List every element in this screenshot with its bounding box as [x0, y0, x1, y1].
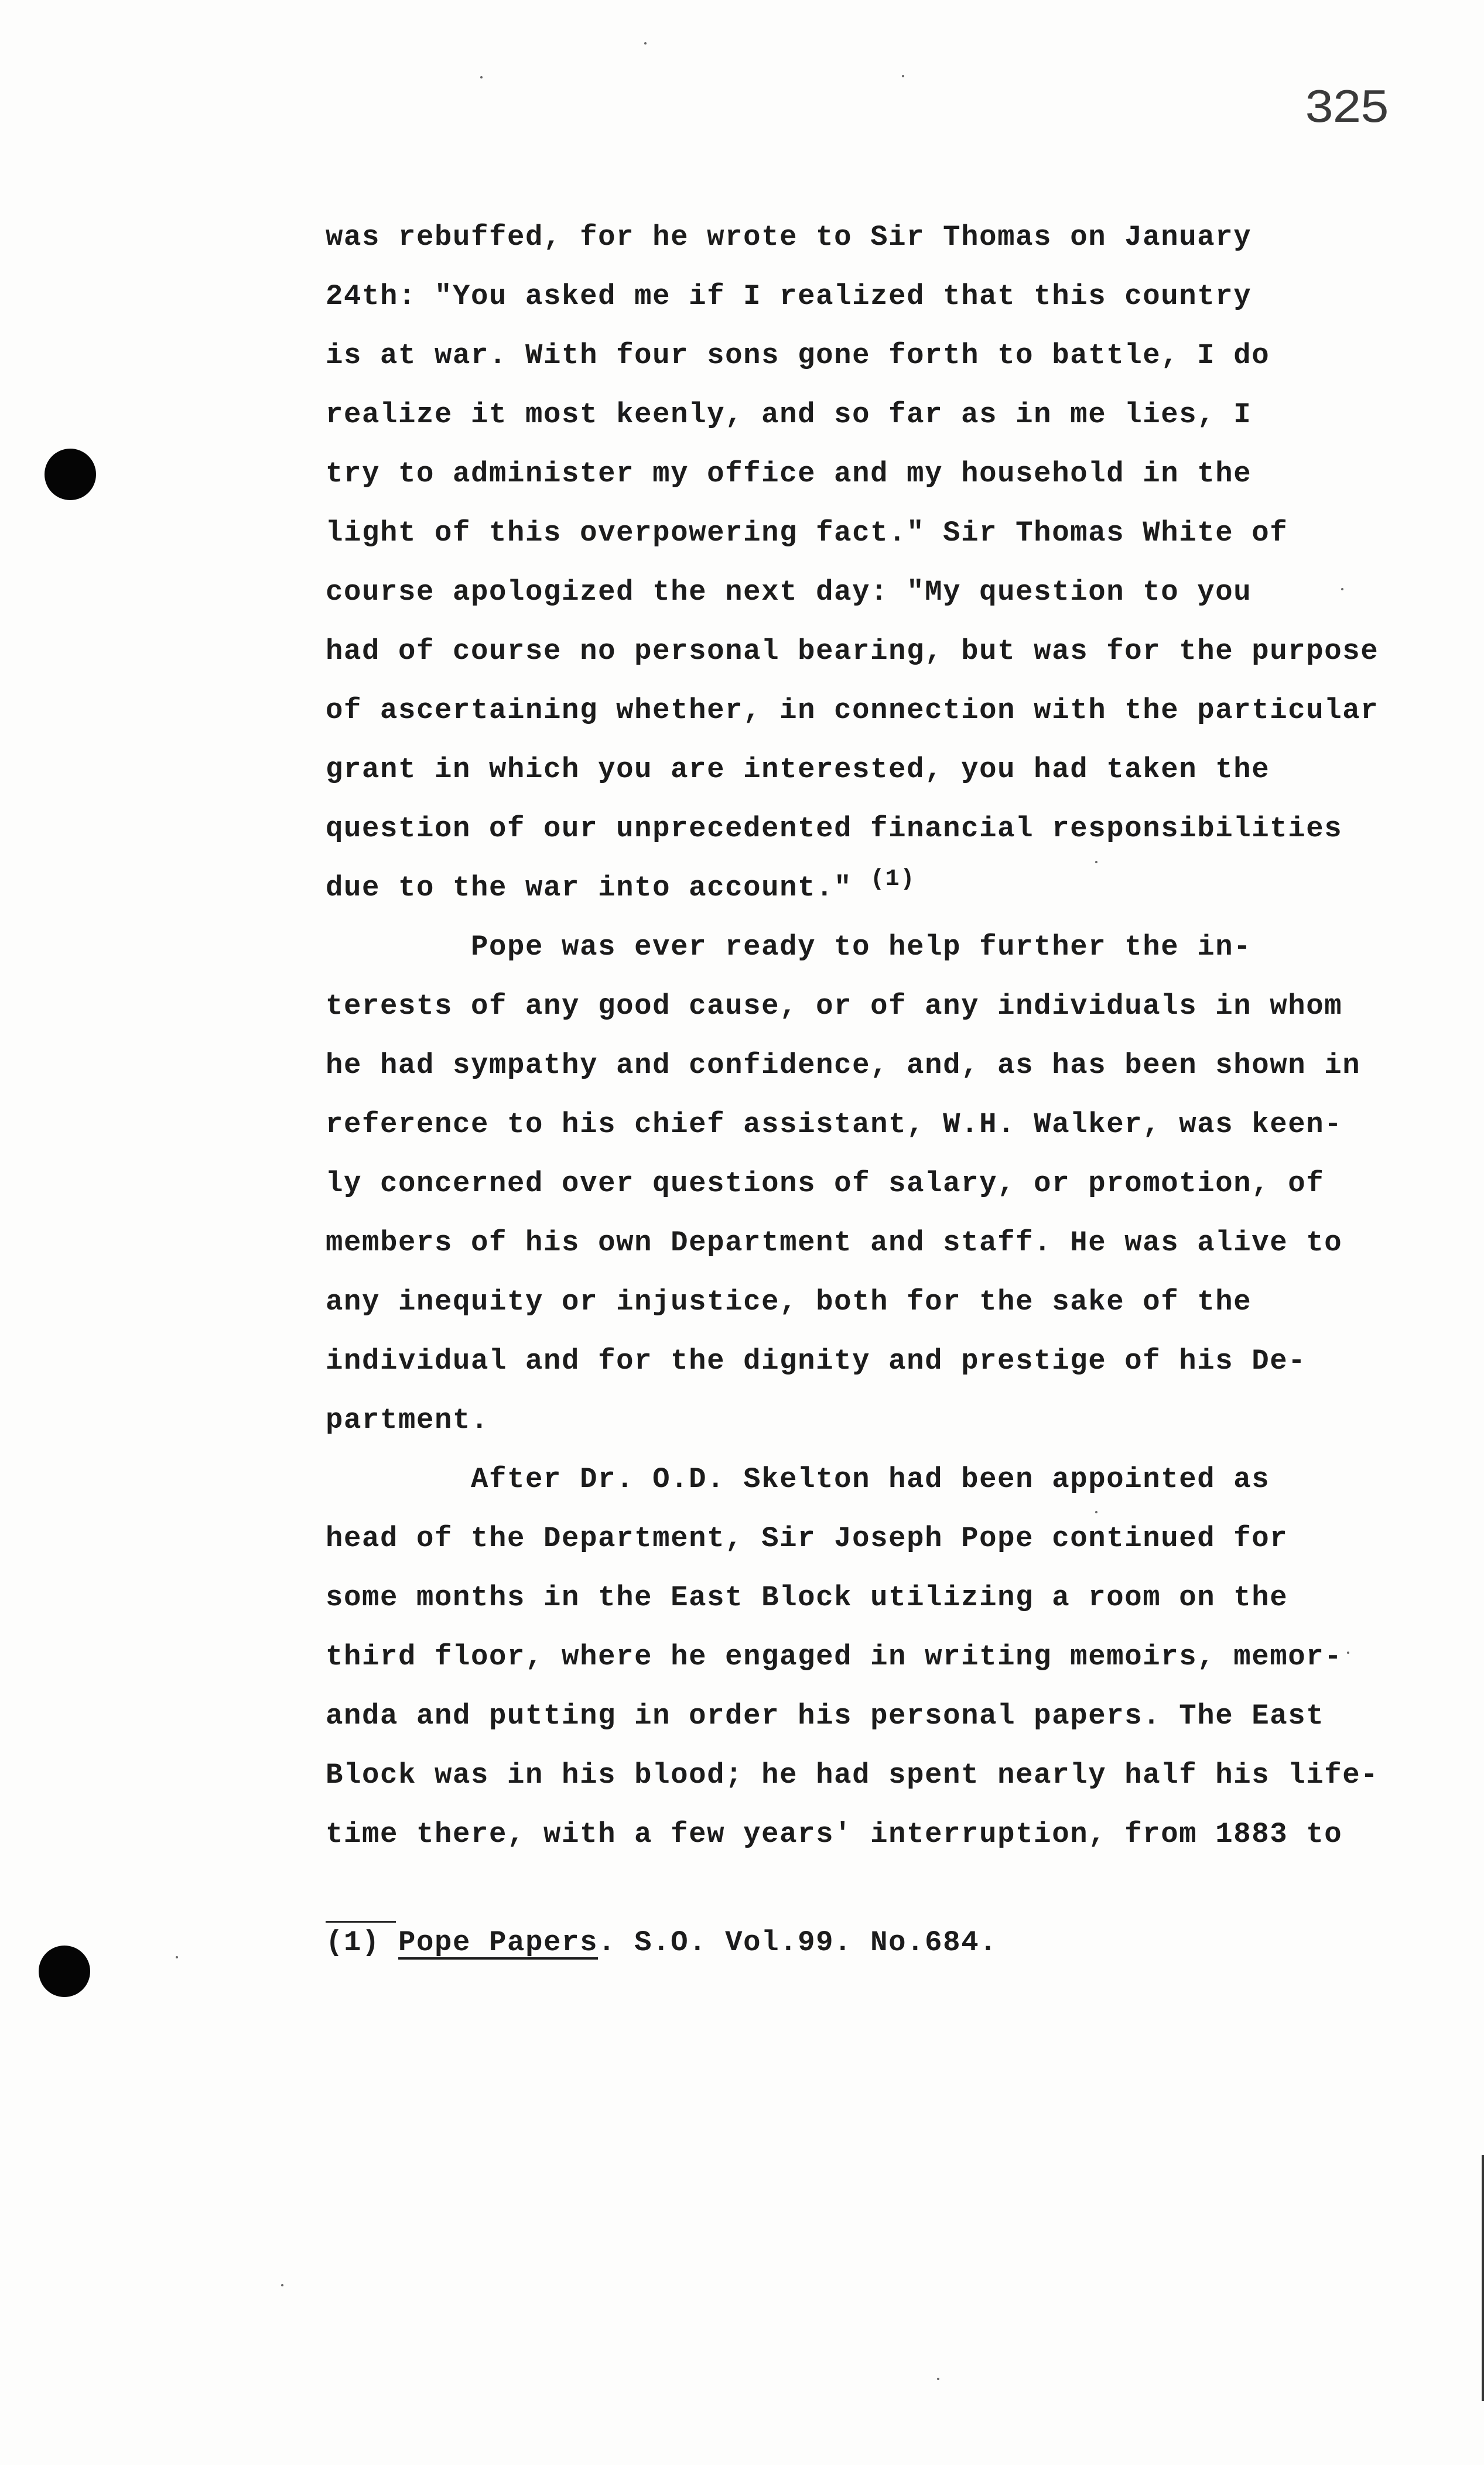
text-line: Block was in his blood; he had spent nearly half his life-	[326, 1759, 1379, 1792]
text-line: head of the Department, Sir Joseph Pope continued for	[326, 1522, 1288, 1555]
text-line: course apologized the next day: "My question to you	[326, 576, 1252, 608]
text-line: After Dr. O.D. Skelton had been appointed as	[326, 1463, 1270, 1496]
scan-speck	[281, 2284, 283, 2286]
text-line: try to administer my office and my household in the	[326, 457, 1252, 490]
text-line: terests of any good cause, or of any individuals in whom	[326, 990, 1343, 1023]
text-line: question of our unprecedented financial responsibilities	[326, 812, 1343, 845]
text-line-with-footnote	[326, 859, 1380, 918]
footnote-marker: (1)	[326, 1926, 381, 1959]
text-line: grant in which you are interested, you had taken the	[326, 753, 1270, 786]
scan-edge-mark	[1482, 2155, 1484, 2401]
scan-speck	[176, 1956, 178, 1958]
page-number: 325	[1304, 82, 1388, 136]
text-line: is at war. With four sons gone forth to battle, I do	[326, 339, 1270, 372]
text-line: members of his own Department and staff. He was alive to	[326, 1226, 1343, 1259]
scan-speck	[1095, 861, 1097, 863]
text-line: Pope was ever ready to help further the in-	[326, 931, 1252, 963]
text-line: he had sympathy and confidence, and, as has been shown in	[326, 1049, 1361, 1082]
text-line: anda and putting in order his personal papers. The East	[326, 1700, 1325, 1732]
text-line: partment.	[326, 1404, 490, 1437]
text-line: reference to his chief assistant, W.H. Walker, was keen-	[326, 1108, 1343, 1141]
footnote-title: Pope Papers	[398, 1926, 599, 1959]
body-text	[326, 208, 1380, 1864]
scan-speck	[1095, 1511, 1097, 1513]
scan-speck	[644, 42, 647, 45]
scan-speck	[1341, 588, 1343, 590]
text-line: had of course no personal bearing, but was for the purpose	[326, 635, 1379, 668]
text-line: third floor, where he engaged in writing memoirs, memor-	[326, 1640, 1343, 1673]
scan-speck	[937, 2378, 939, 2380]
text-line: any inequity or injustice, both for the sake of the	[326, 1286, 1252, 1318]
footnote-reference: (1)	[870, 866, 915, 893]
scan-speck	[902, 75, 904, 77]
footnote-citation: . S.O. Vol.99. No.684.	[598, 1926, 998, 1959]
scan-speck	[1347, 1652, 1349, 1654]
text-line: individual and for the dignity and prestige of his De-	[326, 1345, 1307, 1377]
text-line: some months in the East Block utilizing a room on the	[326, 1581, 1288, 1614]
text-line: ly concerned over questions of salary, or promotion, of	[326, 1167, 1325, 1200]
text-line: light of this overpowering fact." Sir Thomas White of	[326, 517, 1288, 549]
text-line: 24th: "You asked me if I realized that this country	[326, 280, 1252, 313]
text-line: was rebuffed, for he wrote to Sir Thomas on January	[326, 221, 1252, 254]
punch-hole-top	[45, 449, 96, 500]
punch-hole-bottom	[39, 1946, 90, 1997]
scan-speck	[480, 76, 483, 78]
text-fragment: due to the war into account."	[326, 871, 871, 904]
footnote	[326, 1916, 997, 1969]
text-line: time there, with a few years' interruption, from 1883 to	[326, 1818, 1343, 1851]
text-line: of ascertaining whether, in connection with the particular	[326, 694, 1379, 727]
text-line: realize it most keenly, and so far as in me lies, I	[326, 398, 1252, 431]
